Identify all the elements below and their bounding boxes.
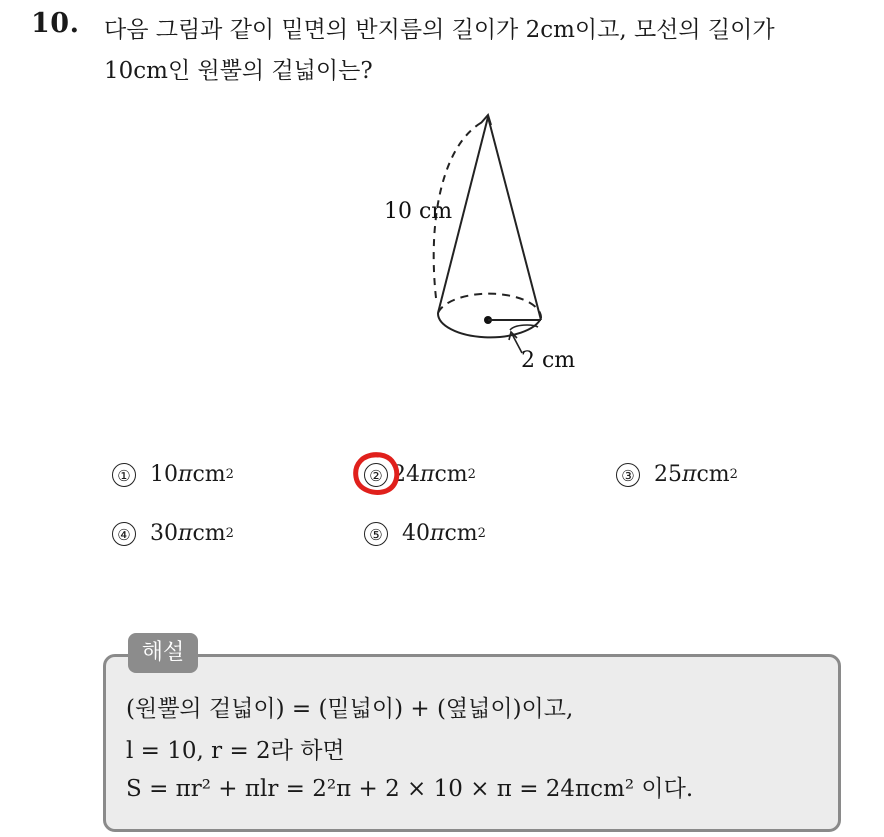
cone-right-edge [488, 117, 541, 320]
question-number: 10. [31, 8, 80, 39]
solution-line-3: S = πr² + πlr = 2²π + 2 × 10 × π = 24πcm² 이다. [126, 776, 694, 802]
choice-marker: ④ [112, 522, 136, 546]
base-back-dashed [438, 294, 541, 318]
solution-line-2: l = 10, r = 2라 하면 [126, 738, 345, 764]
choice-4[interactable]: ④ 30 π cm 2 [112, 521, 234, 546]
question-text-line-1: 다음 그림과 같이 밑면의 반지름의 길이가 2cm이고, 모선의 길이가 [104, 17, 775, 43]
choice-marker: ② [364, 463, 388, 487]
solution-tag: 해설 [128, 633, 198, 673]
choice-2[interactable]: ② 24 π cm 2 [364, 462, 476, 487]
solution-line-1: (원뿔의 겉넓이) = (밑넓이) + (옆넓이)이고, [126, 696, 574, 722]
cone-figure [370, 105, 600, 385]
choice-value: 40 [402, 521, 430, 546]
choice-1[interactable]: ① 10 π cm 2 [112, 462, 234, 487]
choice-5[interactable]: ⑤ 40 π cm 2 [364, 521, 486, 546]
choice-marker: ③ [616, 463, 640, 487]
choice-value: 25 [654, 462, 682, 487]
choice-marker: ⑤ [364, 522, 388, 546]
question-text-line-2: 10cm인 원뿔의 겉넓이는? [104, 58, 373, 84]
slant-label: 10 cm [384, 199, 453, 224]
choice-value: 10 [150, 462, 178, 487]
choice-value: 24 [392, 462, 420, 487]
choice-value: 30 [150, 521, 178, 546]
choice-marker: ① [112, 463, 136, 487]
answer-mark-circle [352, 451, 402, 497]
choice-3[interactable]: ③ 25 π cm 2 [616, 462, 738, 487]
radius-label: 2 cm [521, 348, 576, 373]
